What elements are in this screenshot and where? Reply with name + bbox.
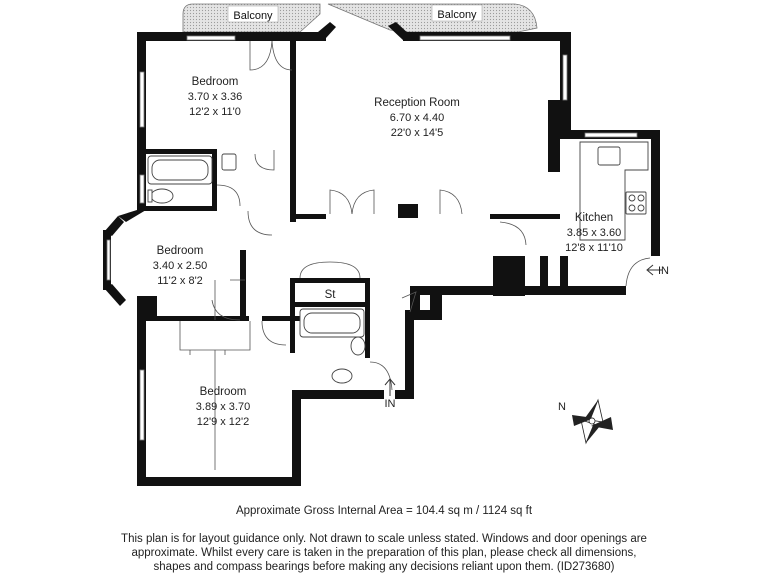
bedroom-mid-metric: 3.40 x 2.50 [152, 260, 208, 272]
entrance-arrow-main [385, 379, 395, 396]
bedroom-bottom-metric: 3.89 x 3.70 [195, 401, 251, 413]
reception-name: Reception Room [374, 97, 460, 109]
wardrobes [180, 280, 250, 470]
bedroom-bottom-name: Bedroom [199, 386, 247, 398]
kitchen-imperial: 12'8 x 11'10 [565, 242, 623, 254]
disclaimer-line-2: approximate. Whilst every care is taken in the preparation of this plan, please check all dimensions, [131, 547, 637, 559]
bedroom-mid-name: Bedroom [156, 245, 204, 257]
bedroom-top-metric: 3.70 x 3.36 [187, 91, 243, 103]
compass-rose-icon [572, 400, 613, 443]
reception-imperial: 22'0 x 14'5 [390, 127, 444, 139]
gross-internal-area: Approximate Gross Internal Area = 104.4 sq m / 1124 sq ft [235, 505, 533, 517]
kitchen-name: Kitchen [574, 212, 614, 224]
main-entrance-label: IN [384, 398, 396, 410]
bedroom-top-imperial: 12'2 x 11'0 [189, 106, 241, 118]
balcony-right-label: Balcony [437, 9, 477, 21]
balcony-left-label: Balcony [233, 10, 273, 22]
reception-metric: 6.70 x 4.40 [389, 112, 445, 124]
kitchen-units [580, 142, 648, 240]
bedroom-bottom-imperial: 12'9 x 12'2 [196, 416, 250, 428]
windows [107, 36, 637, 440]
compass-north-label: N [558, 401, 566, 413]
balcony-right [328, 4, 537, 32]
disclaimer [0, 532, 768, 574]
kitchen-entrance-label: IN [658, 265, 669, 277]
disclaimer-line-3: shapes and compass bearings before making any decisions reliant upon them. (ID273680) [153, 561, 615, 573]
bedroom-mid-imperial: 11'2 x 8'2 [157, 275, 203, 287]
store-name: St [324, 289, 336, 301]
disclaimer-line-1: This plan is for layout guidance only. Not drawn to scale unless stated. Windows and door openings are [121, 533, 647, 545]
kitchen-metric: 3.85 x 3.60 [566, 227, 622, 239]
bedroom-top-name: Bedroom [191, 76, 239, 88]
